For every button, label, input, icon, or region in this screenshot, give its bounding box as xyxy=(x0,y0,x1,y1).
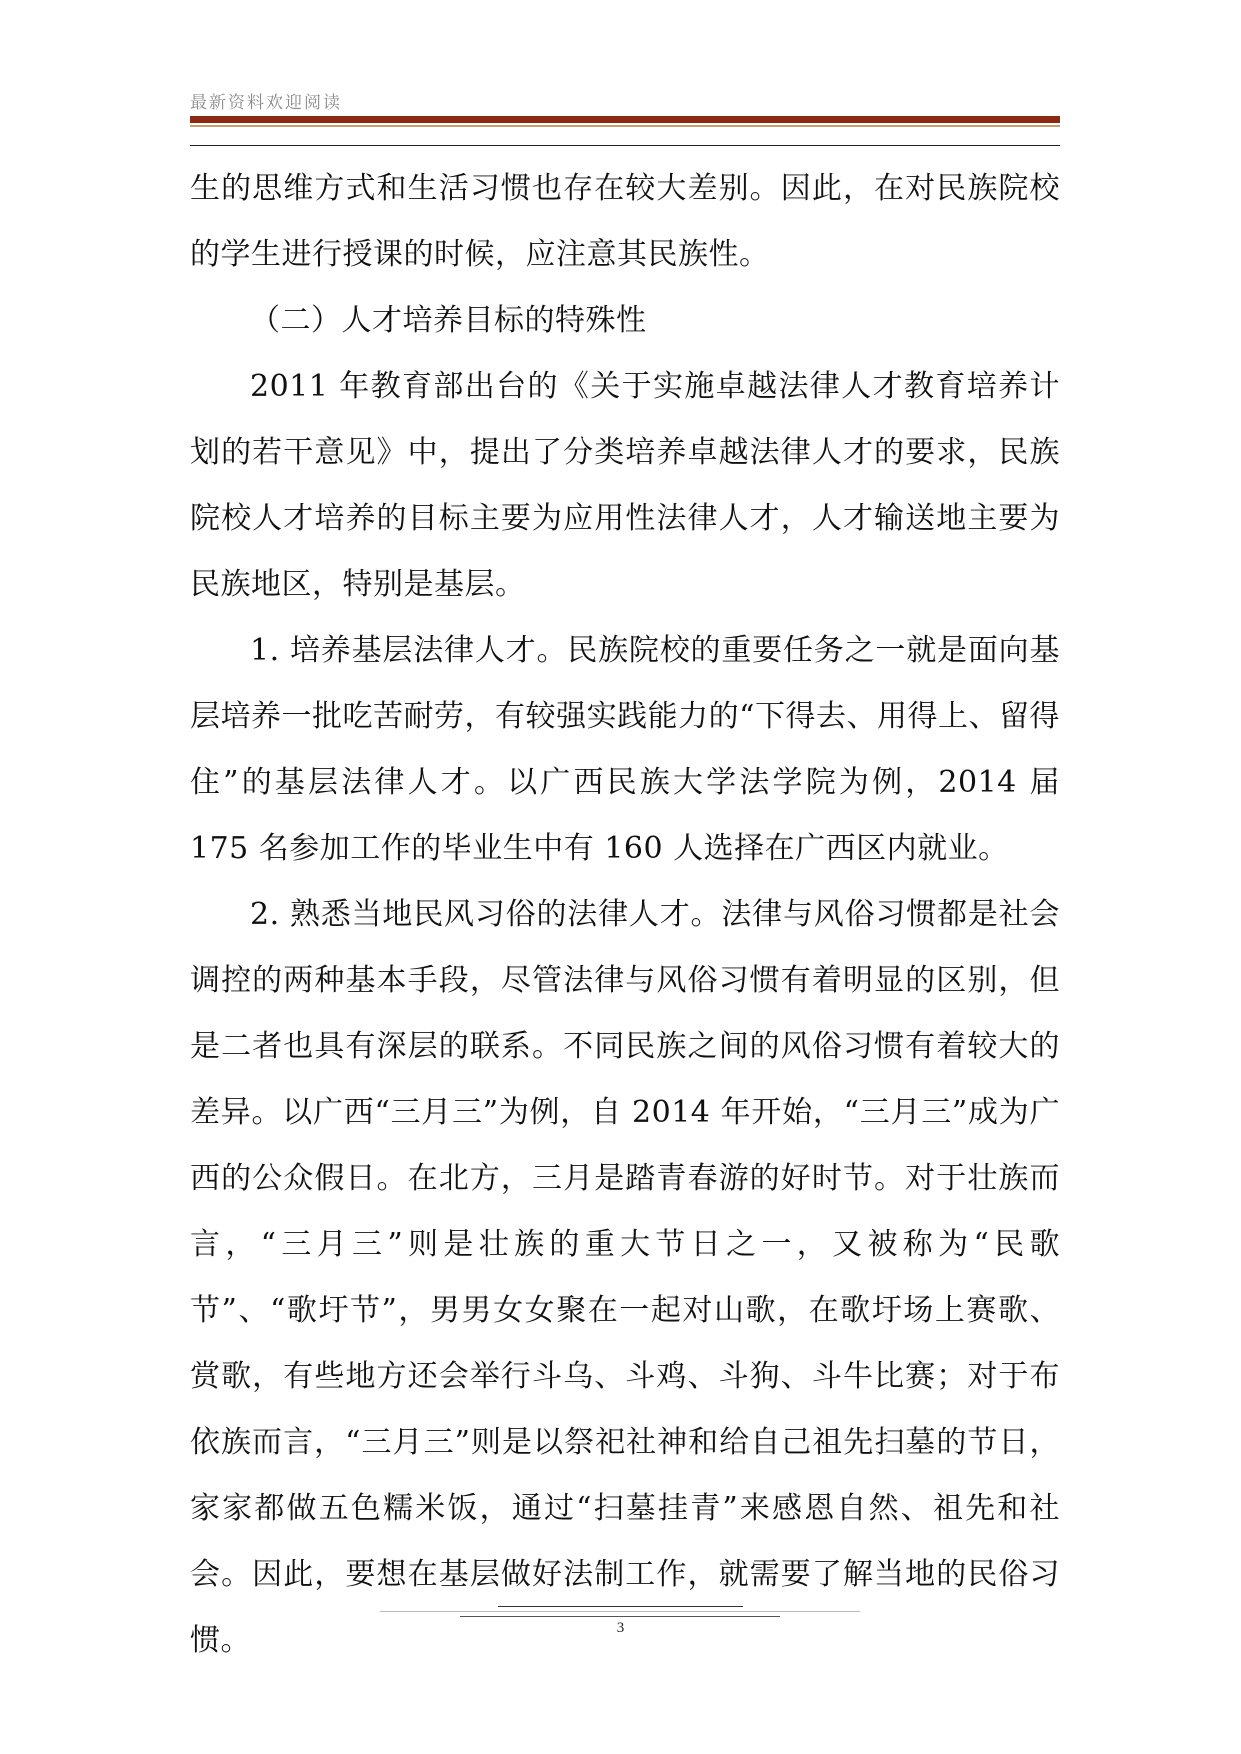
document-body xyxy=(190,156,1060,1674)
paragraph-1: 生的思维方式和生活习惯也存在较大差别。因此，在对民族院校的学生进行授课的时候，应注意其民族性。 xyxy=(190,171,1060,272)
header-rule-thick xyxy=(190,116,1060,123)
page-header-text: 最新资料欢迎阅读 xyxy=(190,93,342,113)
paragraph-5: 2. 熟悉当地民风习俗的法律人才。法律与风俗习惯都是社会调控的两种基本手段，尽管法律与风俗习惯有着明显的区别，但是二者也具有深层的联系。不同民族之间的风俗习惯有着较大的差异。以广西“三月三”为例，自 2014 年开始，“三月三”成为广西的公众假日。在北方，三月是踏青春游的好时节。对于壮族而言，“三月三”则是壮族的重大节日之一，又被称为“民歌节”、“歌圩节”，男男女女聚在一起对山歌，在歌圩场上赛歌、赏歌，有些地方还会举行斗乌、斗鸡、斗狗、斗牛比赛；对于布依族而言，“三月三”则是以祭祀社神和给自己祖先扫墓的节日，家家都做五色糯米饭，通过“扫墓挂青”来感恩自然、祖先和社会。因此，要想在基层做好法制工作，就需要了解当地的民俗习惯。 xyxy=(190,897,1060,1658)
page-number: 3 xyxy=(616,1620,625,1636)
header-rule-accent xyxy=(190,125,1060,127)
footer-rule-top xyxy=(498,1606,743,1607)
section-heading-2: （二）人才培养目标的特殊性 xyxy=(250,303,647,338)
footer-rule-bottom xyxy=(460,1616,780,1617)
paragraph-4: 1. 培养基层法律人才。民族院校的重要任务之一就是面向基层培养一批吃苦耐劳，有较强实践能力的“下得去、用得上、留得住”的基层法律人才。以广西民族大学法学院为例，2014 届 175 名参加工作的毕业生中有 160 人选择在广西区内就业。 xyxy=(190,633,1060,866)
header-rule-thin xyxy=(190,145,1060,146)
footer-rule-middle xyxy=(380,1611,860,1612)
paragraph-3: 2011 年教育部出台的《关于实施卓越法律人才教育培养计划的若干意见》中，提出了分类培养卓越法律人才的要求，民族院校人才培养的目标主要为应用性法律人才，人才输送地主要为民族地区，特别是基层。 xyxy=(190,369,1060,602)
